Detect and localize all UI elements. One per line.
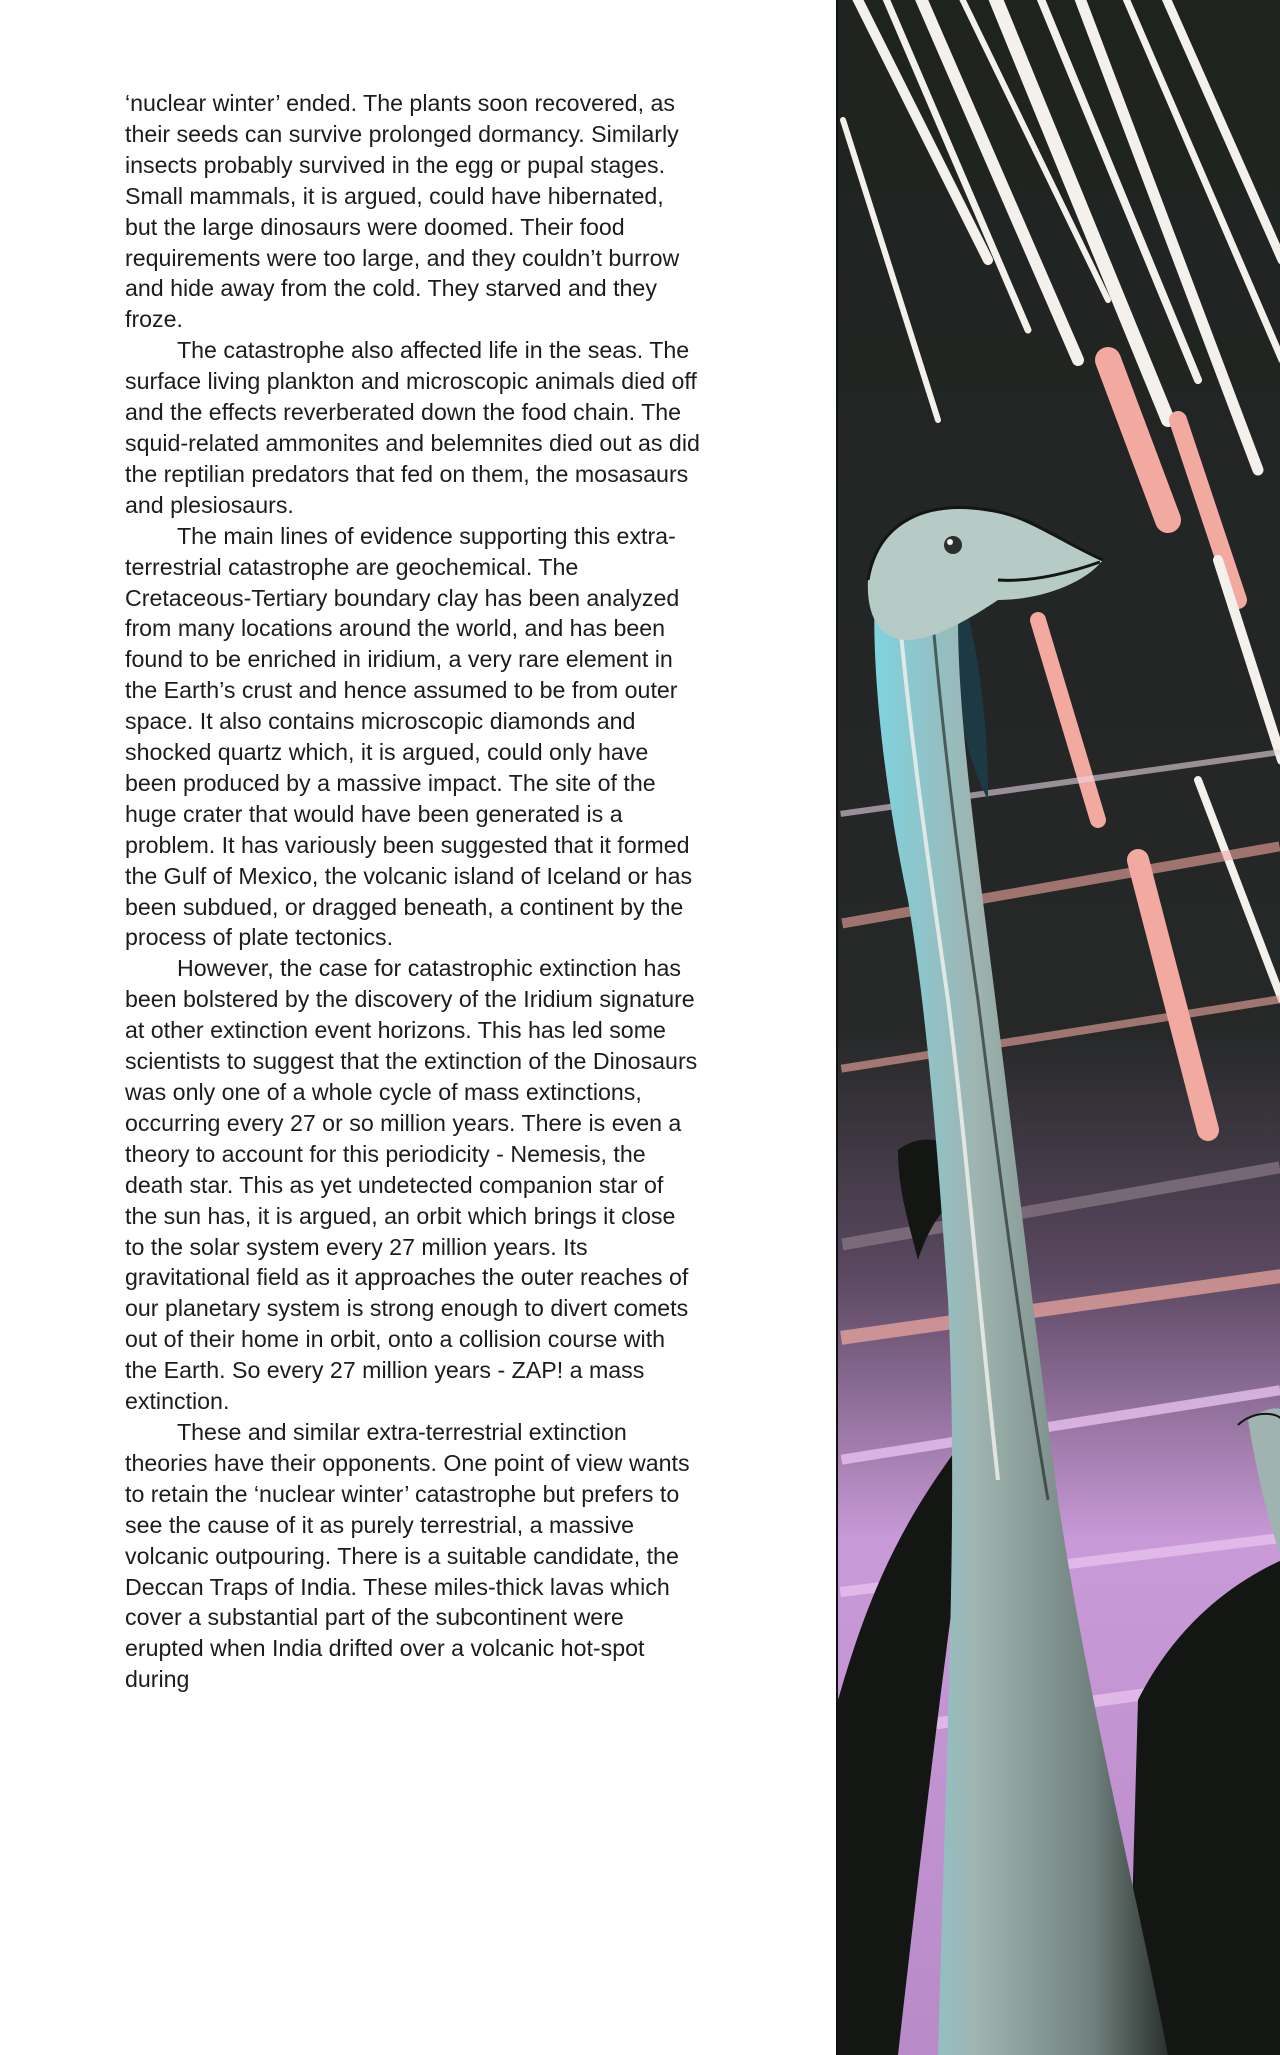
- paragraph-5: These and similar extra-terrestrial extinction theories have their opponents. One point of view wants to retain the ‘nuclear winter’ catastrophe but prefers to see the cause of it as purely terrestrial, a massive volcanic outpouring. There is a suitable candidate, the Deccan Traps of India. These miles-thick lavas which cover a substantial part of the subcontinent were erupted when India drifted over a volcanic hot-spot during: [125, 1418, 690, 1693]
- paragraph-3: The main lines of evidence supporting this extra-terrestrial catastrophe are geochemical. The Cretaceous-Tertiary boundary clay has been analyzed from many locations around the world, and has been found to be enriched in iridium, a very rare element in the Earth’s crust and hence assumed to be from outer space. It also contains microscopic diamonds and shocked quartz which, it is argued, could only have been produced by a massive impact. The site of the huge crater that would have been generated is a problem. It has variously been suggested that it formed the Gulf of Mexico, the volcanic island of Iceland or has been subdued, or dragged beneath, a continent by the process of plate tectonics.: [125, 522, 693, 951]
- paragraph-4: However, the case for catastrophic extinction has been bolstered by the discovery of the Iridium signature at other extinction event horizons. This has led some scientists to suggest that the extinction of the Dinosaurs was only one of a whole cycle of mass extinctions, occurring every 27 or so million years. There is even a theory to account for this periodicity - Nemesis, the death star. This as yet undetected companion star of the sun has, it is argued, an orbit which brings it close to the solar system every 27 million years. Its gravitational field as it approaches the outer reaches of our planetary system is strong enough to divert comets out of their home in orbit, onto a collision course with the Earth. So every 27 million years - ZAP! a mass extinction.: [125, 955, 698, 1415]
- paragraph-1: ‘nuclear winter’ ended. The plants soon recovered, as their seeds can survive prolonged dormancy. Similarly insects probably survived in the egg or pupal stages. Small mammals, it is argued, could have hibernated, but the large dinosaurs were doomed. Their food requirements were too large, and they couldn’t burrow and hide away from the cold. They starved and they froze.: [125, 90, 680, 333]
- dinosaur-illustration-art: [838, 0, 1280, 2055]
- dinosaur-illustration: [836, 0, 1280, 2055]
- article-text: [125, 88, 700, 1695]
- paragraph-2: The catastrophe also affected life in the seas. The surface living plankton and microscopic animals died off and the effects reverberated down the food chain. The squid-related ammonites and belemnites died out as did the reptilian predators that fed on them, the mosasaurs and plesiosaurs.: [125, 337, 700, 518]
